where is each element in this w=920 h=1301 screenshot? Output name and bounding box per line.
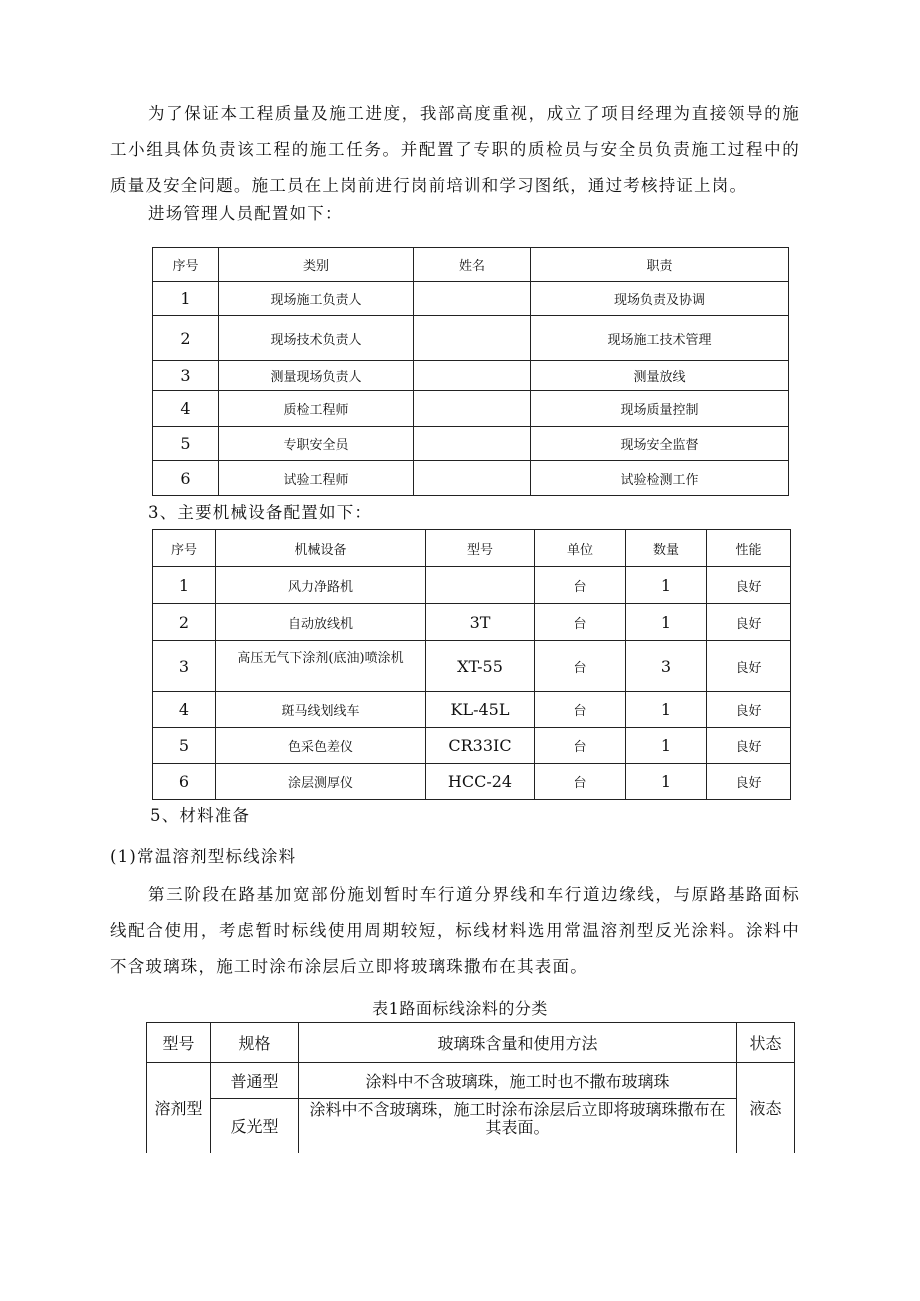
table-row [153, 391, 789, 427]
equipment-table [152, 529, 791, 800]
equipment-name-cell: 高压无气下涂剂(底油)喷涂机 [216, 641, 426, 692]
category-cell: 现场施工负责人 [219, 282, 414, 316]
row-number: 2 [153, 604, 216, 641]
equipment-name-cell: 风力净路机 [216, 567, 426, 604]
header-cell: 序号 [153, 530, 216, 567]
intro-paragraph: 为了保证本工程质量及施工进度，我部高度重视，成立了项目经理为直接领导的施工小组具体负责该工程的施工任务。并配置了专职的质检员与安全员负责施工过程中的质量及安全问题。施工员在上岗前进行岗前培训和学习图纸，通过考核持证上岗。 [110, 104, 800, 195]
table-row [153, 567, 791, 604]
row-number: 2 [153, 316, 219, 361]
table-row [153, 316, 789, 361]
spec-cell: 普通型 [211, 1063, 299, 1099]
table-row [153, 427, 789, 461]
model-cell: KL-45L [426, 692, 535, 728]
section-paragraph: 第三阶段在路基加宽部份施划暂时车行道分界线和车行道边缘线，与原路基路面标线配合使用，考虑暂时标线使用周期较短，标线材料选用常温溶剂型反光涂料。涂料中不含玻璃珠，施工时涂布涂层后立即将玻璃珠撒布在其表面。 [110, 885, 800, 976]
header-cell: 状态 [737, 1023, 795, 1063]
equipment-name-cell: 涂层测厚仪 [216, 764, 426, 800]
header-cell: 序号 [153, 248, 219, 282]
paint-classification-table [146, 1022, 795, 1153]
model-cell: CR33IC [426, 728, 535, 764]
header-cell: 姓名 [414, 248, 531, 282]
unit-cell: 台 [535, 604, 626, 641]
table-header-row [153, 530, 791, 567]
model-cell: HCC-24 [426, 764, 535, 800]
category-cell: 试验工程师 [219, 461, 414, 496]
row-number: 6 [153, 764, 216, 800]
header-cell: 职责 [531, 248, 789, 282]
duty-cell: 测量放线 [531, 361, 789, 391]
row-number: 5 [153, 427, 219, 461]
equipment-name-cell: 斑马线划线车 [216, 692, 426, 728]
header-cell: 性能 [707, 530, 791, 567]
performance-cell: 良好 [707, 604, 791, 641]
unit-cell: 台 [535, 728, 626, 764]
table-row [153, 764, 791, 800]
duty-cell: 现场施工技术管理 [531, 316, 789, 361]
description-cell: 涂料中不含玻璃珠，施工时也不撒布玻璃珠 [299, 1063, 737, 1099]
name-cell [414, 427, 531, 461]
row-number: 4 [153, 391, 219, 427]
quantity-cell: 1 [626, 604, 707, 641]
type-cell: 溶剂型 [147, 1063, 211, 1153]
name-cell [414, 361, 531, 391]
row-number: 6 [153, 461, 219, 496]
row-number: 3 [153, 361, 219, 391]
staff-table [152, 247, 789, 496]
state-cell: 液态 [737, 1063, 795, 1153]
section-5-heading: 5、材料准备 [150, 806, 251, 825]
performance-cell: 良好 [707, 567, 791, 604]
unit-cell: 台 [535, 692, 626, 728]
header-cell: 机械设备 [216, 530, 426, 567]
name-cell [414, 391, 531, 427]
duty-cell: 试验检测工作 [531, 461, 789, 496]
category-cell: 测量现场负责人 [219, 361, 414, 391]
model-cell: XT-55 [426, 641, 535, 692]
table-row [153, 461, 789, 496]
description-cell: 涂料中不含玻璃珠，施工时涂布涂层后立即将玻璃珠撒布在其表面。 [299, 1099, 737, 1153]
unit-cell: 台 [535, 567, 626, 604]
quantity-cell: 1 [626, 728, 707, 764]
performance-cell: 良好 [707, 764, 791, 800]
duty-cell: 现场质量控制 [531, 391, 789, 427]
header-cell: 数量 [626, 530, 707, 567]
header-cell: 型号 [147, 1023, 211, 1063]
name-cell [414, 316, 531, 361]
row-number: 1 [153, 567, 216, 604]
model-cell: 3T [426, 604, 535, 641]
name-cell [414, 461, 531, 496]
model-cell [426, 567, 535, 604]
table-row [147, 1099, 795, 1153]
equipment-name-cell: 自动放线机 [216, 604, 426, 641]
row-number: 1 [153, 282, 219, 316]
spec-cell: 反光型 [211, 1099, 299, 1153]
name-cell [414, 282, 531, 316]
table-row [153, 604, 791, 641]
header-cell: 玻璃珠含量和使用方法 [299, 1023, 737, 1063]
duty-cell: 现场负责及协调 [531, 282, 789, 316]
row-number: 5 [153, 728, 216, 764]
table-header-row [153, 248, 789, 282]
quantity-cell: 1 [626, 764, 707, 800]
table-row [153, 282, 789, 316]
duty-cell: 现场安全监督 [531, 427, 789, 461]
staff-config-heading: 进场管理人员配置如下： [148, 204, 343, 223]
header-cell: 单位 [535, 530, 626, 567]
header-cell: 型号 [426, 530, 535, 567]
equipment-name-cell: 色采色差仪 [216, 728, 426, 764]
header-cell: 规格 [211, 1023, 299, 1063]
unit-cell: 台 [535, 764, 626, 800]
performance-cell: 良好 [707, 641, 791, 692]
row-number: 3 [153, 641, 216, 692]
quantity-cell: 1 [626, 692, 707, 728]
unit-cell: 台 [535, 641, 626, 692]
subsection-1-heading: (1)常温溶剂型标线涂料 [110, 847, 297, 866]
table-row [153, 728, 791, 764]
table-row [153, 361, 789, 391]
quantity-cell: 1 [626, 567, 707, 604]
header-cell: 类别 [219, 248, 414, 282]
category-cell: 专职安全员 [219, 427, 414, 461]
table-row [147, 1063, 795, 1099]
quantity-cell: 3 [626, 641, 707, 692]
table-header-row [147, 1023, 795, 1063]
table-row [153, 641, 791, 692]
row-number: 4 [153, 692, 216, 728]
table-1-caption: 表1路面标线涂料的分类 [372, 999, 548, 1018]
performance-cell: 良好 [707, 728, 791, 764]
table-row [153, 692, 791, 728]
category-cell: 现场技术负责人 [219, 316, 414, 361]
performance-cell: 良好 [707, 692, 791, 728]
category-cell: 质检工程师 [219, 391, 414, 427]
equipment-heading: 3、主要机械设备配置如下： [148, 503, 373, 522]
